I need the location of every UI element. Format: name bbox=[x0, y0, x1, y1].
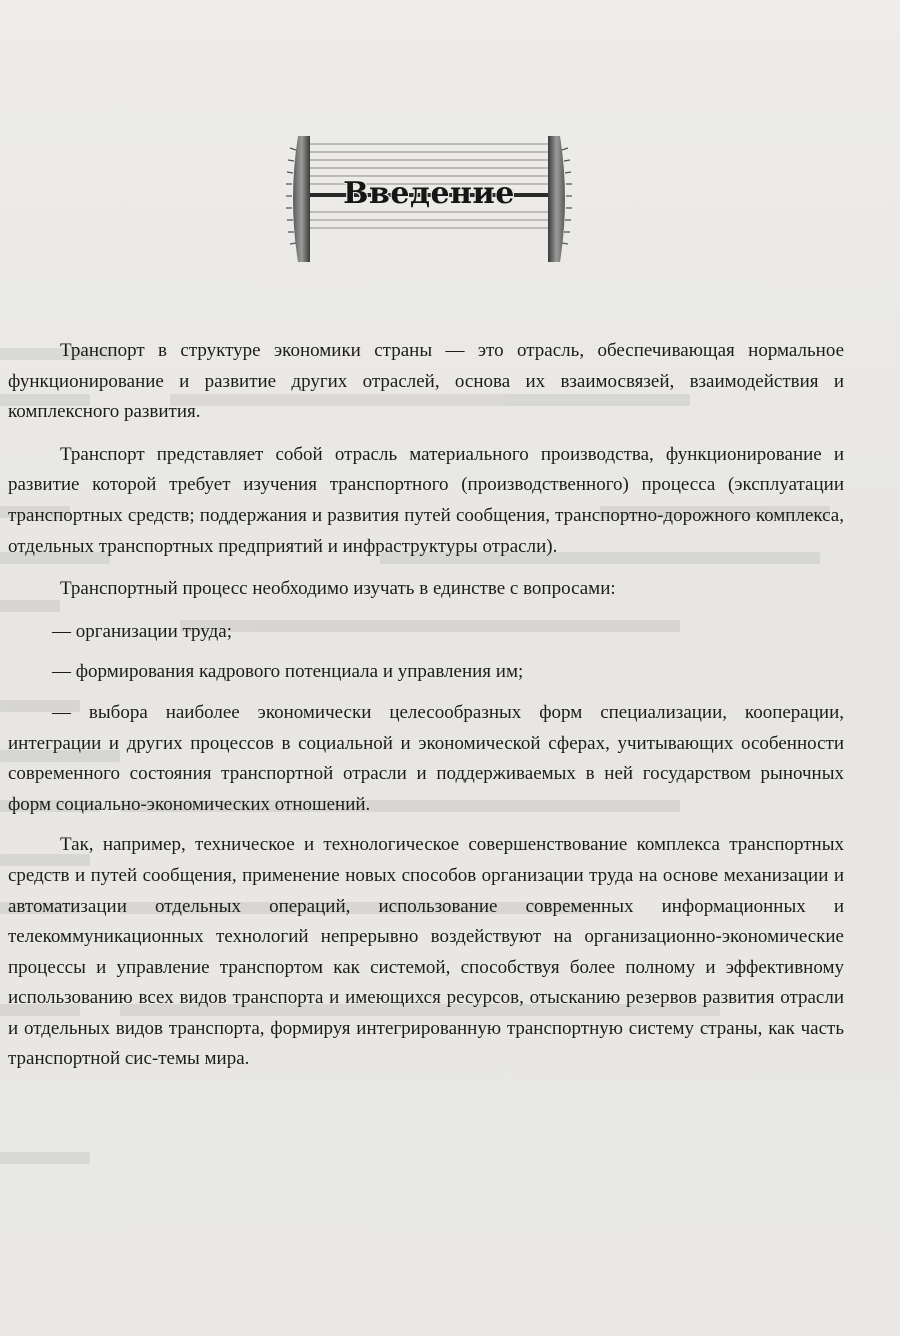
paragraph: Так, например, техническое и технологическое совершенствование комплекса транспортных средств и путей сообщения, применение новых способов организации труда на основе механизации и автоматизации отдельных операций, использование современных информационных и телекоммуникационных технологий непрерывно воздействуют на организационно-экономические процессы и управление транспортом как системой, способствуя более полному и эффективному использованию всех видов транспорта и имеющихся ресурсов, отысканию резервов развития отрасли и отдельных видов транспорта, формируя интегрированную транспортную систему страны, как часть транспортной сис-темы мира. bbox=[8, 834, 844, 1070]
paragraph: Транспортный процесс необходимо изучать в единстве с вопросами: bbox=[60, 578, 616, 600]
body-text bbox=[8, 336, 844, 1087]
page-title: Введение bbox=[343, 176, 515, 211]
paragraph: Транспорт представляет собой отрасль материального производства, функционирование и развитие которой требует изучения транспортного (производственного) процесса (эксплуатации транспортных средств; поддержания и развития путей сообщения, транспортно-дорожного комплекса, отдельных транспортных предприятий и инфраструктуры отрасли). bbox=[8, 443, 844, 557]
heading-emblem bbox=[286, 128, 572, 270]
paragraph: Транспорт в структуре экономики страны — это отрасль, обеспечивающая нормальное функционирование и развитие других отраслей, основа их взаимосвязей, взаимодействия и комплексного развития. bbox=[8, 340, 844, 423]
list-item: — выбора наиболее экономически целесообразных форм специализации, кооперации, интеграции и других процессов в социальной и экономической сферах, учитывающих особенности современного состояния транспортной отрасли и поддерживаемых в ней государством рыночных форм социально-экономических отношений. bbox=[8, 701, 844, 815]
list-item: — формирования кадрового потенциала и управления им; bbox=[52, 661, 524, 683]
list-item: — организации труда; bbox=[52, 620, 232, 642]
